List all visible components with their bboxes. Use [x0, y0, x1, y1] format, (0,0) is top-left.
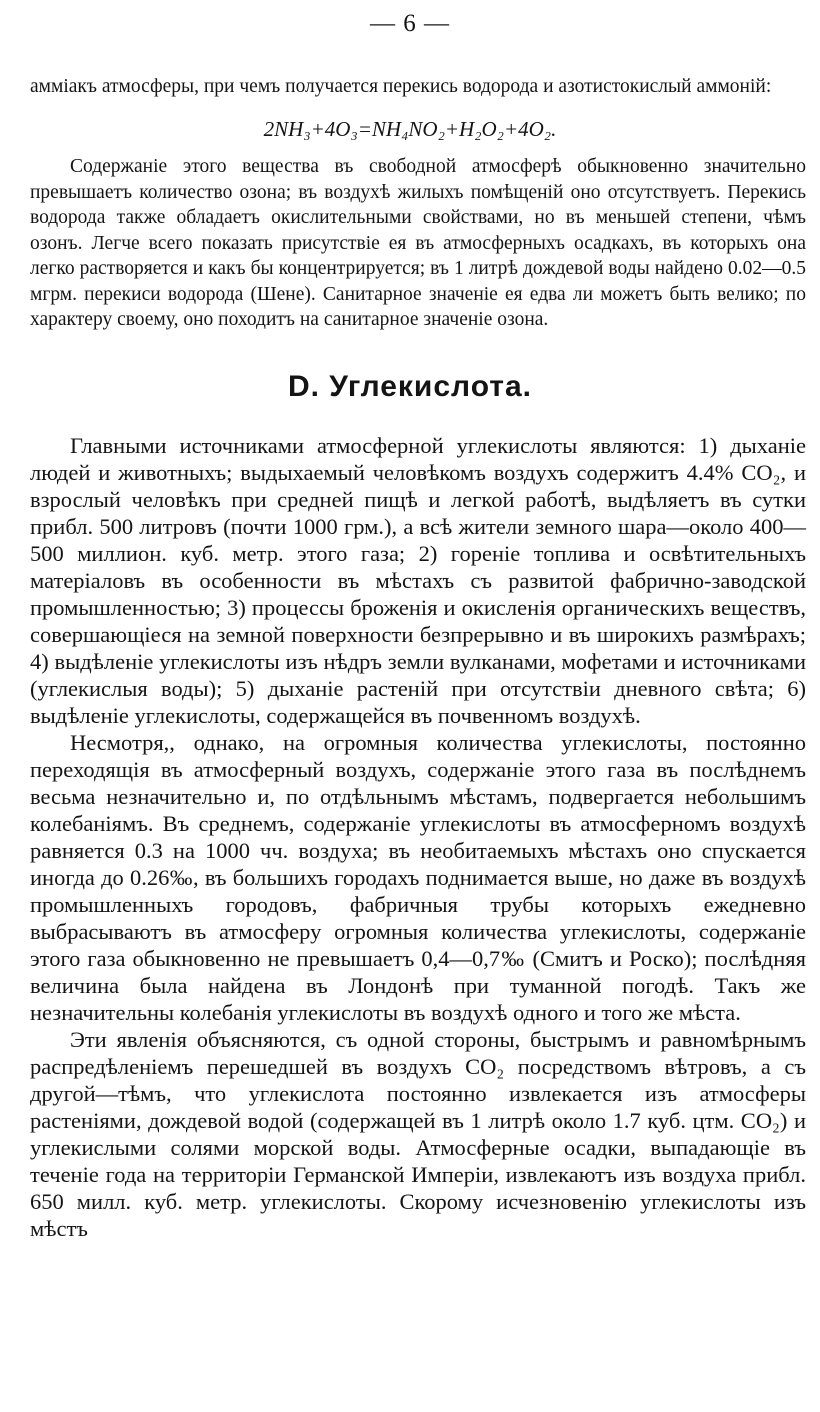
paragraph-explanation: Эти явленія объясняются, съ одной стороны, быстрымъ и равномѣрнымъ распредѣленіемъ перешедшей въ воздухъ CO₂ посредствомъ вѣтровъ, а съ другой—тѣмъ, что углекислота постоянно извлекается изъ атмосферы растеніями, дождевой водой (содержащей въ 1 литрѣ около 1.7 куб. цтм. CO₂) и углекислыми солями морской воды. Атмосферные осадки, выпадающіе въ теченіе года на территоріи Германской Имперіи, извлекаютъ изъ воздуха прибл. 650 милл. куб. метр. углекислоты. Скорому исчезновенію углекислоты изъ мѣстъ: [30, 1027, 806, 1241]
paragraph-sources: Главными источниками атмосферной углекислоты являются: 1) дыханіе людей и животныхъ; выдыхаемый человѣкомъ воздухъ содержитъ 4.4% CO₂, и взрослый человѣкъ при средней пищѣ и легкой работѣ, выдѣляетъ въ сутки прибл. 500 литровъ (почти 1000 грм.), а всѣ жители земного шара—около 400—500 миллион. куб. метр. этого газа; 2) гореніе топлива и освѣтительныхъ матеріаловъ въ особенности въ мѣстахъ съ развитой фабрично-заводской промышленностью; 3) процессы броженія и окисленія органическихъ веществъ, совершающіеся на земной поверхности безпрерывно и въ широкихъ размѣрахъ; 4) выдѣленіе углекислоты изъ нѣдръ земли вулканами, мофетами и источниками (углекислыя воды); 5) дыханіе растеній при отсутствіи дневного свѣта; 6) выдѣленіе углекислоты, содержащейся въ почвенномъ воздухѣ.: [30, 433, 806, 728]
page-number: — 6 —: [370, 10, 450, 37]
ozone-paragraph: [30, 154, 806, 333]
section-heading: D. Углекислота.: [287, 370, 533, 403]
main-text: [30, 432, 806, 1242]
intro-text: амміакъ атмосферы, при чемъ получается перекись водорода и азотистокислый аммоній:: [30, 76, 772, 97]
paragraph-text: Содержаніе этого вещества въ свободной атмосферѣ обыкновенно значительно превышаетъ количество озона; въ воздухѣ жилыхъ помѣщеній оно отсутствуетъ. Перекись водорода также обладаетъ окислительными свойствами, но въ меньшей степени, чѣмъ озонъ. Легче всего показать присутствіе ея въ атмосферныхъ осадкахъ, въ которыхъ она легко растворяется и какъ бы концентрируется; въ 1 литрѣ дождевой воды найдено 0.02—0.5 мгрм. перекиси водорода (Шене). Санитарное значеніе ея едва ли можетъ быть велико; по характеру своему, оно походитъ на санитарное значеніе озона.: [30, 156, 806, 330]
paragraph-content: Несмотря,, однако, на огромныя количества углекислоты, постоянно переходящія въ атмосферный воздухъ, содержаніе этого газа въ послѣднемъ весьма незначительно и, по отдѣльнымъ мѣстамъ, подвергается небольшимъ колебаніямъ. Въ среднемъ, содержаніе углекислоты въ атмосферномъ воздухѣ равняется 0.3 на 1000 чч. воздуха; въ необитаемыхъ мѣстахъ оно спускается иногда до 0.26‰, въ большихъ городахъ поднимается выше, но даже въ воздухѣ промышленныхъ городовъ, фабричныя трубы которыхъ ежедневно выбрасываютъ въ атмосферу огромныя количества углекислоты, содержаніе этого газа обыкновенно не превышаетъ 0,4—0,7‰ (Смитъ и Роско); послѣдняя величина была найдена въ Лондонѣ при туманной погодѣ. Такъ же незначительны колебанія углекислоты въ воздухѣ одного и того же мѣста.: [30, 730, 806, 1025]
chemical-formula: 2NH₃+4O₃=NH₄NO₂+H₂O₂+4O₂.: [263, 117, 557, 141]
